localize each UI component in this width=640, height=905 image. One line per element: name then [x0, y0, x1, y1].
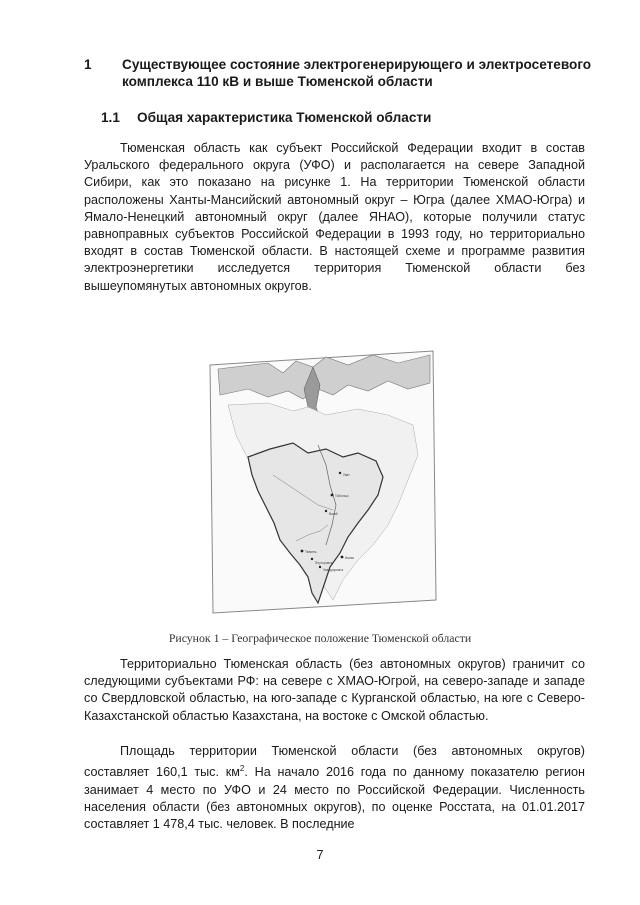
city-marker	[311, 558, 313, 560]
map-label: Тобольск	[335, 494, 349, 498]
map-label: Ялуторовск	[315, 561, 333, 565]
city-marker	[339, 472, 341, 474]
map-label: Заводоуковск	[323, 568, 344, 572]
subsection-number: 1.1	[101, 110, 120, 125]
page-number: 7	[316, 848, 324, 862]
city-marker	[319, 566, 321, 568]
paragraph-2: Территориально Тюменская область (без автономных округов) граничит со следующими субъектами РФ: на севере с ХМАО-Югрой, на северо-западе и западе со Свердловской областью, на юго-западе с Курганской областью, на юге с Северо-Казахстанской областью Казахстана, на востоке с Омской областью.	[84, 657, 585, 723]
subsection-heading	[101, 110, 431, 125]
map-label: Ишим	[345, 556, 354, 560]
map-label: Уват	[343, 473, 350, 477]
paragraph-1: Тюменская область как субъект Российской Федерации входит в состав Уральского федерального округа (УФО) и располагается на севере Западной Сибири, как это показано на рисунке 1. На территории Тюменской области расположены Ханты-Мансийский автономный округ – Югра (далее ХМАО-Югра) и Ямало-Ненецкий автономный округ (далее ЯНАО), которые получили статус равноправных субъектов Российской Федерации в 1993 году, но территориально входят в состав Тюменской области. В настоящей схеме и программе развития электроэнергетики исследуется территория Тюменской области без вышеупомянутых автономных округов.	[84, 141, 585, 293]
paragraph-3	[84, 743, 585, 833]
map-figure	[208, 345, 438, 615]
tyumen-region-map	[208, 345, 438, 615]
map-label: Тюмень	[305, 550, 317, 554]
city-marker	[325, 510, 327, 512]
city-marker	[341, 556, 344, 559]
superscript: 2	[239, 764, 245, 774]
map-label: Вагай	[329, 512, 338, 516]
figure-caption: Рисунок 1 – Географическое положение Тюменской области	[168, 631, 472, 645]
paragraph-3-text-cont: . На начало 2016 года по данному показателю регион занимает 4 место по УФО и 24 место по Российской Федерации. Численность населения области (без автономных округов), по оценке Росстата, на 01.01.2017 составляет 1 478,4 тыс. человек. В последние	[84, 765, 585, 831]
city-marker	[301, 550, 304, 553]
section-number: 1	[84, 57, 92, 72]
section-title: Существующее состояние электрогенерирующего и электросетевого комплекса 110 кВ и выше Тюменской области	[122, 57, 592, 89]
city-marker	[331, 494, 334, 497]
subsection-title: Общая характеристика Тюменской области	[137, 110, 432, 125]
paragraph-3-text: Площадь территории Тюменской области (без автономных округов) составляет 160,1 тыс. км	[84, 744, 585, 780]
